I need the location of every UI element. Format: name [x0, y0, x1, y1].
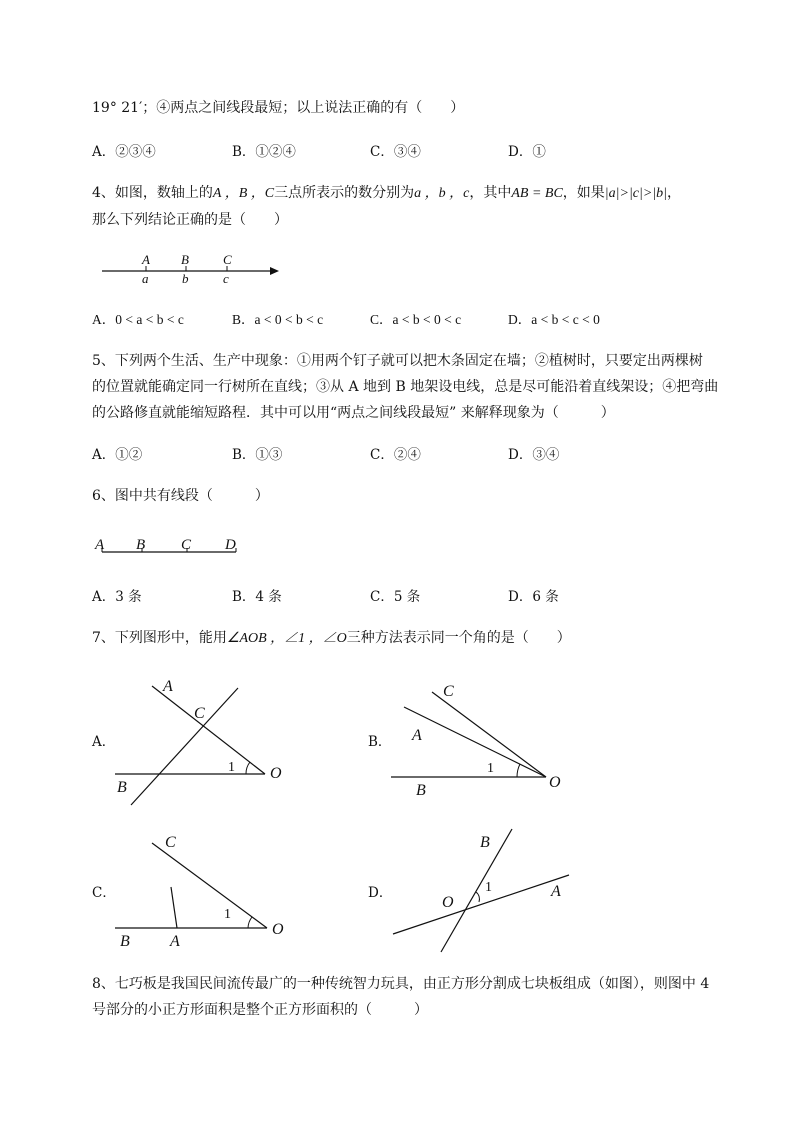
fig-c-label-1: 1 [224, 907, 231, 922]
q5-stem-line2: 的位置就能确定同一行树所在直线；③从 A 地到 B 地架设电线，总是尽可能沿着直线架设；④把弯曲 [92, 379, 719, 395]
q8-stem-line2: 号部分的小正方形面积是整个正方形面积的（ ） [92, 1002, 428, 1018]
fig-c-label-o: O [272, 921, 284, 938]
fig-b-label-c: C [443, 683, 454, 700]
q6-option-a[interactable]: A．3 条 [92, 589, 142, 605]
q5-option-a[interactable]: A．①② [92, 447, 143, 463]
label-point-a: A [95, 537, 105, 553]
fig-b-label-a: A [412, 727, 422, 744]
fig-a-label-o: O [270, 765, 282, 782]
fig-a-label-a: A [163, 678, 173, 695]
q7-option-d[interactable]: D． [368, 885, 393, 901]
fig-d-label-a: A [551, 883, 561, 900]
fig-c-label-c: C [165, 834, 176, 851]
q5-stem-line1: 5、下列两个生活、生产中现象：①用两个钉子就可以把木条固定在墙；②植树时，只要定出两棵树 [92, 353, 703, 369]
figure-a [115, 678, 282, 805]
q3-option-c[interactable]: C．③④ [370, 144, 421, 160]
q4-condition: AB = BC [511, 186, 563, 201]
q8-stem-line1: 8、七巧板是我国民间流传最广的一种传统智力玩具，由正方形分割成七块板组成（如图），则图中 4 [92, 976, 710, 992]
q4-text-d: ，如果 [562, 185, 605, 201]
q7-option-a[interactable]: A． [92, 734, 116, 750]
q4-option-c[interactable]: C．a < b < 0 < c [370, 312, 462, 327]
fig-a-label-1: 1 [228, 760, 235, 775]
q6-stem: 6、图中共有线段（ ） [92, 488, 269, 504]
point-label-c: C [223, 252, 232, 267]
q4-text-c: ，其中 [469, 185, 512, 201]
q4-abs-condition: |a|>|c|>|b| [604, 186, 667, 201]
fig-a-line-ao [152, 686, 265, 774]
figure-d [393, 829, 569, 952]
fig-c-label-b: B [120, 933, 130, 950]
q3-option-d[interactable]: D．① [508, 144, 546, 160]
fig-b-line-ao [404, 707, 546, 777]
point-label-a: A [142, 252, 150, 267]
q7-text-b: 三种方法表示同一个角的是（ ） [346, 630, 571, 646]
fig-b-angle-arc [517, 764, 520, 777]
fig-b-label-b: B [416, 782, 426, 799]
label-point-d: D [225, 537, 236, 553]
q4-option-a[interactable]: A．0 < a < b < c [92, 312, 184, 327]
q5-option-b[interactable]: B．①③ [232, 447, 283, 463]
figure-c [115, 834, 284, 950]
value-label-c: c [223, 271, 229, 286]
q4-points: A ，B ，C [212, 186, 275, 201]
q3-tail: 19° 21′；④两点之间线段最短；以上说法正确的有（ ） [92, 100, 465, 116]
q4-text-e: ， [667, 185, 681, 201]
q5-option-c[interactable]: C．②④ [370, 447, 421, 463]
q4-text-a: 4、如图，数轴上的 [92, 185, 213, 201]
fig-c-line-co [152, 843, 267, 928]
fig-d-label-b: B [480, 834, 490, 851]
q5-stem-line3: 的公路修直就能缩短路程．其中可以用“两点之间线段最短” 来解释现象为（ ） [92, 405, 615, 421]
fig-b-label-1: 1 [487, 761, 494, 776]
q7-option-c[interactable]: C． [92, 885, 116, 901]
value-label-b: b [182, 271, 189, 286]
q4-option-d[interactable]: D．a < b < c < 0 [508, 312, 600, 327]
q4-stem-line2: 那么下列结论正确的是（ ） [92, 212, 288, 228]
fig-d-line-ob [441, 829, 512, 952]
point-label-b: B [181, 252, 189, 267]
q6-option-b[interactable]: B．4 条 [232, 589, 282, 605]
fig-d-angle-arc [476, 892, 479, 902]
q7-option-b[interactable]: B． [368, 734, 392, 750]
q4-text-b: 三点所表示的数分别为 [274, 185, 415, 201]
fig-c-label-a: A [170, 933, 180, 950]
fig-b-label-o: O [549, 774, 561, 791]
q3-option-b[interactable]: B．①②④ [232, 144, 296, 160]
fig-a-label-b: B [117, 779, 127, 796]
fig-d-label-1: 1 [485, 880, 492, 895]
q3-option-a[interactable]: A．②③④ [92, 144, 156, 160]
fig-a-angle-arc [246, 762, 250, 774]
fig-c-segment-a [171, 887, 177, 928]
q5-option-d[interactable]: D．③④ [508, 447, 560, 463]
fig-c-angle-arc [248, 917, 252, 928]
label-point-b: B [136, 537, 146, 553]
q7-text-a: 7、下列图形中，能用 [92, 630, 227, 646]
q7-angle-notations: ∠AOB ，∠1 ，∠O [226, 631, 347, 646]
label-point-c: C [181, 537, 192, 553]
q4-values: a ，b ，c [414, 186, 470, 201]
q6-option-d[interactable]: D．6 条 [508, 589, 559, 605]
figure-b [391, 683, 561, 799]
q6-option-c[interactable]: C．5 条 [370, 589, 421, 605]
fig-a-label-c: C [194, 705, 205, 722]
fig-a-transversal [131, 688, 238, 805]
fig-d-label-o: O [442, 894, 454, 911]
value-label-a: a [142, 271, 149, 286]
q4-option-b[interactable]: B．a < 0 < b < c [232, 312, 324, 327]
